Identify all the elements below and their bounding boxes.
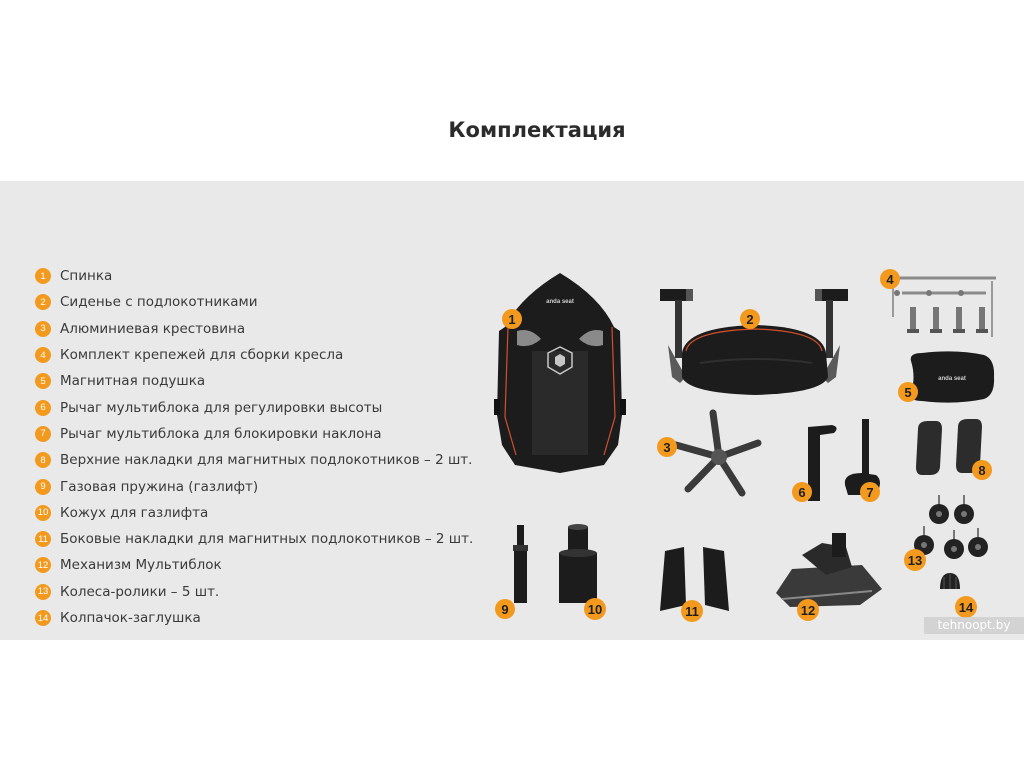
backrest-image bbox=[494, 273, 626, 473]
number-badge: 9 bbox=[35, 479, 51, 495]
marker-3 bbox=[657, 437, 677, 457]
brand-logo: anda seat bbox=[546, 299, 574, 305]
svg-text:10: 10 bbox=[587, 602, 603, 617]
svg-text:11: 11 bbox=[685, 604, 699, 619]
marker-13 bbox=[904, 549, 926, 571]
star-base-image bbox=[676, 413, 758, 493]
legend-label: Боковые накладки для магнитных подлокотников – 2 шт. bbox=[60, 531, 474, 548]
marker-7 bbox=[860, 482, 880, 502]
svg-text:13: 13 bbox=[907, 553, 923, 568]
svg-text:1: 1 bbox=[508, 312, 516, 327]
marker-10 bbox=[584, 598, 606, 620]
legend-label: Магнитная подушка bbox=[60, 373, 206, 390]
marker-1 bbox=[502, 309, 522, 329]
number-badge: 10 bbox=[35, 505, 51, 521]
watermark: tehnoopt.by bbox=[924, 617, 1024, 634]
svg-text:14: 14 bbox=[958, 600, 974, 615]
legend-label: Кожух для газлифта bbox=[60, 504, 209, 521]
legend-label: Сиденье с подлокотниками bbox=[60, 294, 258, 311]
marker-12 bbox=[797, 599, 819, 621]
legend-label: Рычаг мультиблока для блокировки наклона bbox=[60, 425, 382, 442]
svg-text:5: 5 bbox=[904, 385, 912, 400]
number-badge: 6 bbox=[35, 400, 51, 416]
end-cap-image bbox=[940, 573, 960, 589]
components-panel bbox=[0, 181, 1024, 640]
legend-label: Комплект крепежей для сборки кресла bbox=[60, 347, 344, 364]
multiblock-mechanism-image bbox=[776, 533, 882, 607]
marker-5 bbox=[898, 382, 918, 402]
legend-label: Механизм Мультиблок bbox=[60, 557, 222, 574]
number-badge: 4 bbox=[35, 347, 51, 363]
marker-2 bbox=[740, 309, 760, 329]
marker-4 bbox=[880, 269, 900, 289]
number-badge: 12 bbox=[35, 557, 51, 573]
number-badge: 1 bbox=[35, 268, 51, 284]
number-badge: 2 bbox=[35, 294, 51, 310]
page-title: Комплектация bbox=[448, 118, 626, 142]
legend-label: Алюминиевая крестовина bbox=[60, 320, 246, 337]
number-badge: 11 bbox=[35, 531, 51, 547]
number-badge: 5 bbox=[35, 373, 51, 389]
legend-label: Колпачок-заглушка bbox=[60, 610, 201, 626]
svg-text:4: 4 bbox=[886, 272, 894, 287]
svg-text:7: 7 bbox=[866, 485, 874, 500]
svg-text:8: 8 bbox=[978, 463, 986, 478]
number-badge: 13 bbox=[35, 584, 51, 600]
legend-label: Спинка bbox=[60, 268, 113, 285]
brand-logo: anda seat bbox=[938, 376, 966, 382]
hardware-kit-image bbox=[890, 278, 996, 337]
legend-label: Рычаг мультиблока для регулировки высоты bbox=[60, 399, 383, 416]
casters-image bbox=[914, 495, 988, 559]
number-badge: 3 bbox=[35, 321, 51, 337]
marker-14 bbox=[955, 596, 977, 618]
gas-lift-cover-image bbox=[559, 524, 597, 603]
number-badge: 8 bbox=[35, 452, 51, 468]
legend-label: Газовая пружина (газлифт) bbox=[60, 478, 259, 495]
seat-image bbox=[660, 289, 848, 395]
gas-lift-image bbox=[513, 525, 528, 603]
top-armrest-pads-image bbox=[916, 419, 982, 475]
svg-text:9: 9 bbox=[501, 602, 509, 617]
svg-text:6: 6 bbox=[798, 485, 806, 500]
marker-11 bbox=[681, 600, 703, 622]
legend-label: Колеса-ролики – 5 шт. bbox=[60, 583, 220, 600]
marker-6 bbox=[792, 482, 812, 502]
svg-text:3: 3 bbox=[663, 440, 671, 455]
height-lever-image bbox=[808, 425, 837, 501]
svg-text:2: 2 bbox=[746, 312, 754, 327]
marker-8 bbox=[972, 460, 992, 480]
components-illustration bbox=[0, 181, 1024, 640]
number-badge: 7 bbox=[35, 426, 51, 442]
magnetic-pillow-image bbox=[911, 351, 994, 402]
number-badge: 14 bbox=[35, 610, 51, 626]
marker-9 bbox=[495, 599, 515, 619]
svg-text:12: 12 bbox=[800, 603, 816, 618]
legend-label: Верхние накладки для магнитных подлокотников – 2 шт. bbox=[60, 452, 473, 469]
